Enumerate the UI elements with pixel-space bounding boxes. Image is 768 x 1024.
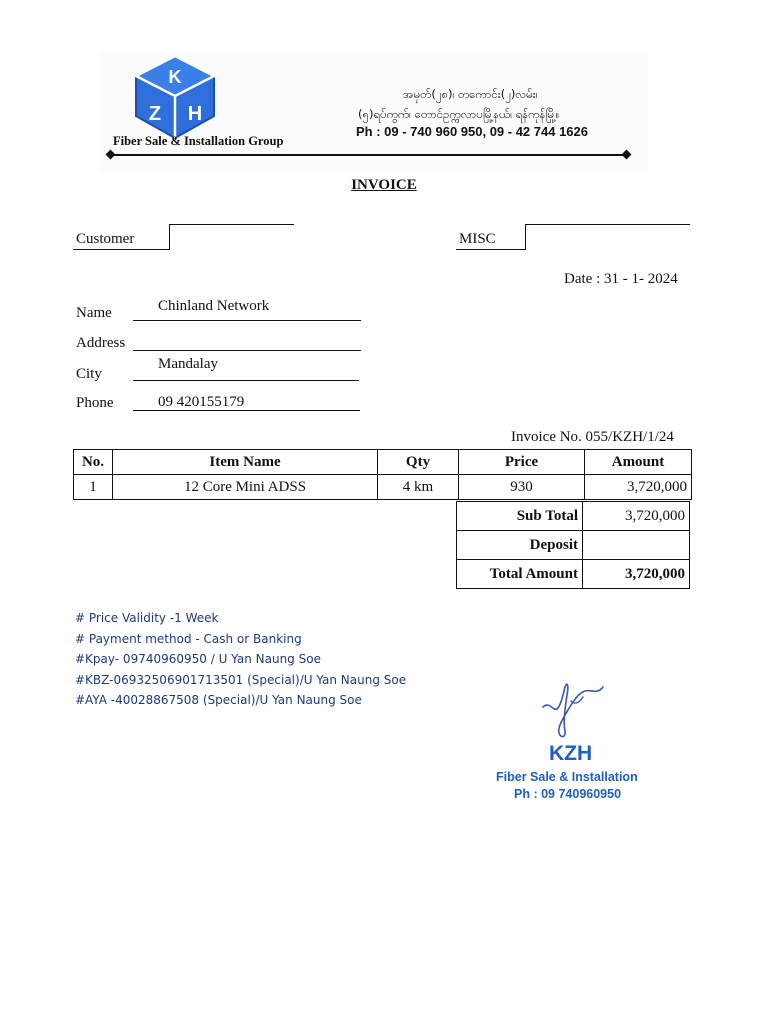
row-qty: 4 km bbox=[378, 475, 459, 500]
letterhead bbox=[100, 52, 648, 172]
address-label: Address bbox=[76, 335, 126, 351]
divider-diamond-right bbox=[622, 150, 632, 160]
address-line bbox=[133, 350, 361, 351]
table-row bbox=[74, 475, 692, 500]
city-line bbox=[133, 380, 359, 381]
misc-label: MISC bbox=[459, 231, 496, 247]
address-line-2: (၅)ရပ်ကွက်၊ တောင်ဥက္ကလာပမြို့နယ်၊ ရန်ကုန်မြို့။ bbox=[358, 107, 560, 121]
col-no-header: No. bbox=[74, 450, 113, 475]
note-kpay: #Kpay- 09740960950 / U Yan Naung Soe bbox=[75, 652, 321, 666]
misc-box-top bbox=[525, 224, 690, 225]
customer-underline bbox=[73, 249, 170, 250]
city-label: City bbox=[76, 366, 102, 382]
phone-line bbox=[133, 410, 360, 411]
note-payment-method: # Payment method - Cash or Banking bbox=[75, 632, 302, 646]
note-aya: #AYA -40028867508 (Special)/U Yan Naung Soe bbox=[75, 693, 362, 707]
logo-letter-h: H bbox=[187, 103, 203, 125]
customer-label: Customer bbox=[76, 231, 135, 247]
city-value: Mandalay bbox=[158, 356, 218, 372]
address-line-1: အမှတ်(၂၈)၊ တကောင်း(၂)လမ်း၊ bbox=[403, 87, 538, 101]
note-price-validity: # Price Validity -1 Week bbox=[75, 611, 219, 625]
col-amount-header: Amount bbox=[585, 450, 692, 475]
subtotal-label: Sub Total bbox=[457, 502, 583, 531]
deposit-value bbox=[583, 531, 690, 560]
totals-table bbox=[456, 501, 690, 589]
phone-value: 09 420155179 bbox=[158, 394, 245, 410]
row-amount: 3,720,000 bbox=[585, 475, 692, 500]
misc-box-left bbox=[525, 224, 526, 250]
name-line bbox=[133, 320, 361, 321]
logo-letter-k: K bbox=[168, 67, 182, 87]
total-value: 3,720,000 bbox=[583, 560, 690, 589]
signature bbox=[535, 675, 615, 745]
col-qty-header: Qty bbox=[378, 450, 459, 475]
phone-label: Phone bbox=[76, 395, 114, 411]
col-item-header: Item Name bbox=[113, 450, 378, 475]
subtotal-value: 3,720,000 bbox=[583, 502, 690, 531]
deposit-row bbox=[457, 531, 690, 560]
name-value: Chinland Network bbox=[158, 298, 270, 314]
stamp-name: KZH bbox=[549, 742, 593, 765]
customer-box-left bbox=[169, 224, 170, 250]
invoice-date: Date : 31 - 1- 2024 bbox=[564, 271, 678, 287]
stamp-subtitle: Fiber Sale & Installation bbox=[496, 770, 638, 784]
name-label: Name bbox=[76, 305, 112, 321]
total-row bbox=[457, 560, 690, 589]
row-price: 930 bbox=[459, 475, 585, 500]
stamp-phone: Ph : 09 740960950 bbox=[514, 787, 622, 801]
subtotal-row bbox=[457, 502, 690, 531]
divider-diamond-left bbox=[106, 150, 116, 160]
invoice-title: INVOICE bbox=[351, 177, 417, 193]
deposit-label: Deposit bbox=[457, 531, 583, 560]
logo-letter-z: Z bbox=[148, 103, 162, 125]
col-price-header: Price bbox=[459, 450, 585, 475]
items-table bbox=[73, 449, 692, 500]
header-divider bbox=[110, 154, 630, 156]
misc-underline bbox=[456, 249, 526, 250]
invoice-number: Invoice No. 055/KZH/1/24 bbox=[511, 429, 674, 445]
kzh-cube-logo bbox=[130, 54, 220, 140]
table-header-row bbox=[74, 450, 692, 475]
header-phone: Ph : 09 - 740 960 950, 09 - 42 744 1626 bbox=[356, 124, 589, 139]
company-name: Fiber Sale & Installation Group bbox=[113, 134, 284, 148]
row-item-name: 12 Core Mini ADSS bbox=[113, 475, 378, 500]
note-kbz: #KBZ-06932506901713501 (Special)/U Yan Naung Soe bbox=[75, 673, 407, 687]
row-no: 1 bbox=[74, 475, 113, 500]
total-label: Total Amount bbox=[457, 560, 583, 589]
customer-box-top bbox=[169, 224, 294, 225]
